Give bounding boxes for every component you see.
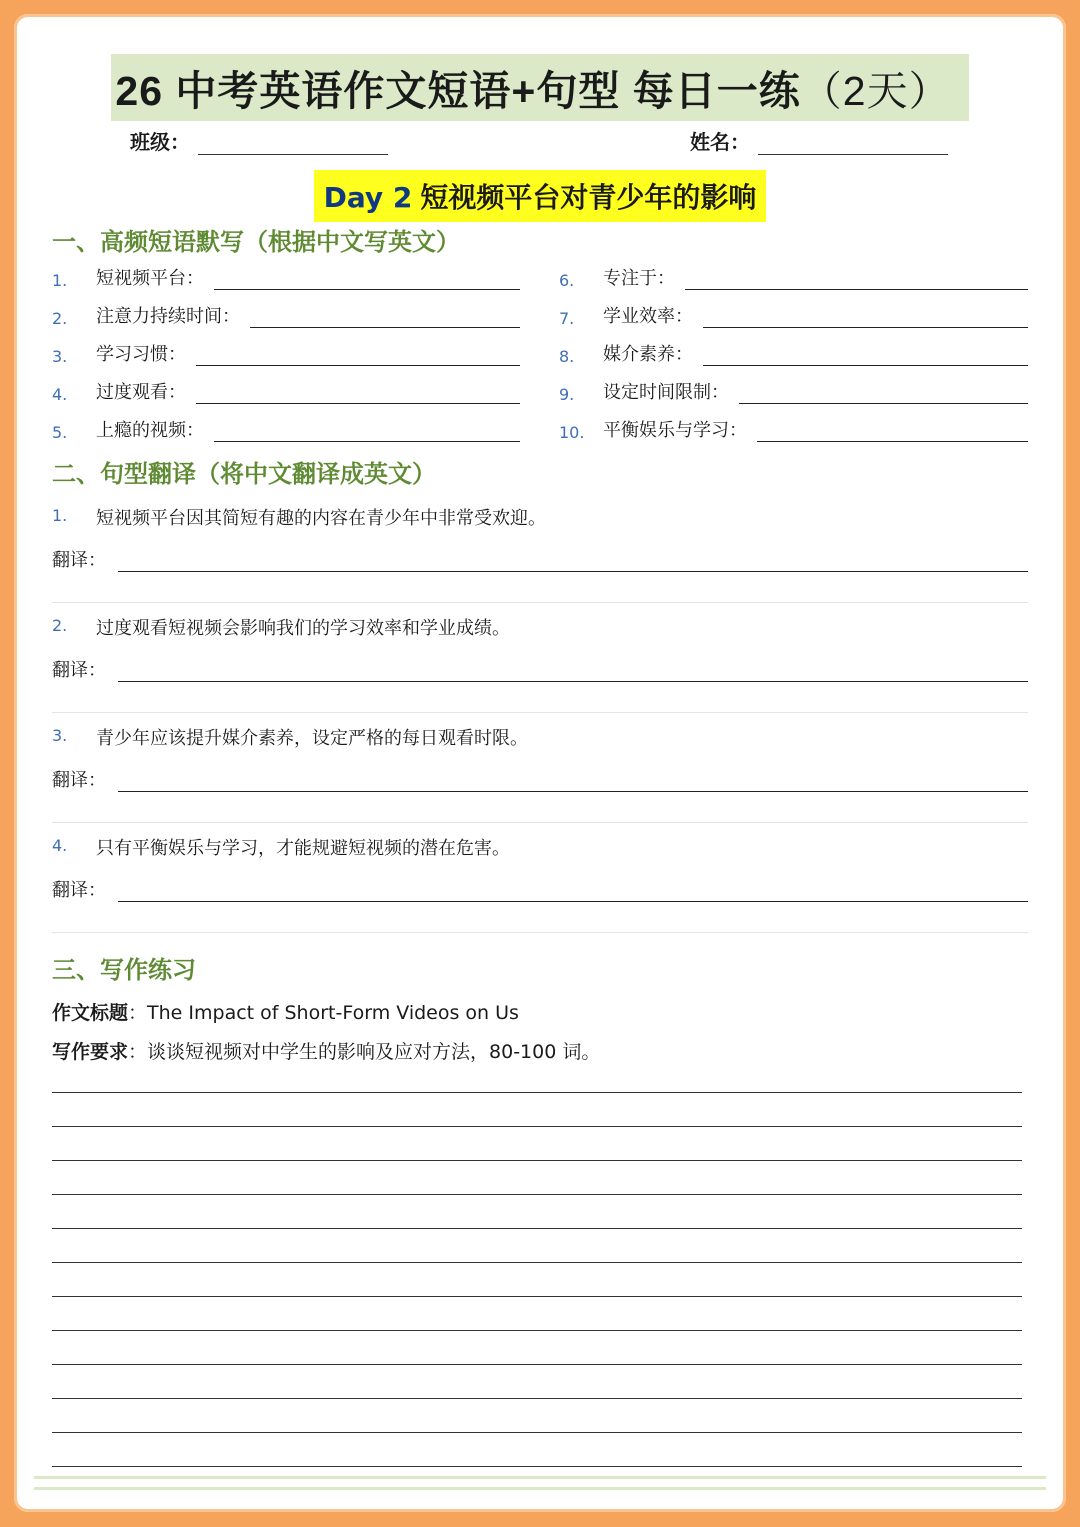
phrase-text: 上瘾的视频： <box>96 420 204 441</box>
writing-line[interactable] <box>52 1466 1022 1467</box>
phrase-text: 媒介素养： <box>603 344 693 365</box>
phrase-item[interactable] <box>559 378 1028 404</box>
phrase-item[interactable] <box>559 416 1028 442</box>
day-number: Day 2 <box>323 181 413 214</box>
answer-label: 翻译： <box>52 770 106 791</box>
class-blank[interactable] <box>198 132 388 155</box>
question-text: 青少年应该提升媒介素养，设定严格的每日观看时限。 <box>96 728 528 749</box>
phrase-item[interactable] <box>52 264 520 290</box>
phrase-text: 专注于： <box>603 268 675 289</box>
essay-requirement <box>52 1037 600 1064</box>
day-topic: 短视频平台对青少年的影响 <box>420 181 757 214</box>
phrase-text: 过度观看： <box>96 382 186 403</box>
answer-line[interactable] <box>739 385 1028 404</box>
title-area <box>14 54 1066 121</box>
writing-line[interactable] <box>52 1296 1022 1297</box>
title-suffix: （2天） <box>800 68 951 114</box>
translation-question <box>52 614 1028 640</box>
section3-heading: 三、写作练习 <box>52 956 196 984</box>
bottom-border <box>34 1476 1046 1490</box>
answer-line[interactable] <box>196 347 520 366</box>
translation-question <box>52 724 1028 750</box>
question-text: 过度观看短视频会影响我们的学习效率和学业成绩。 <box>96 618 510 639</box>
phrase-number: 1. <box>52 271 68 290</box>
essay-req-label: 写作要求 <box>52 1041 129 1063</box>
question-text: 短视频平台因其简短有趣的内容在青少年中非常受欢迎。 <box>96 508 546 529</box>
answer-label: 翻译： <box>52 880 106 901</box>
answer-line[interactable] <box>118 553 1028 572</box>
question-text: 只有平衡娱乐与学习，才能规避短视频的潜在危害。 <box>96 838 510 859</box>
translation-item <box>52 504 1028 603</box>
question-number: 1. <box>52 506 68 525</box>
phrase-text: 学习习惯： <box>96 344 186 365</box>
phrase-number: 10. <box>559 423 585 442</box>
answer-line[interactable] <box>118 663 1028 682</box>
writing-line[interactable] <box>52 1432 1022 1433</box>
divider <box>52 932 1028 933</box>
answer-line[interactable] <box>703 347 1028 366</box>
phrase-number: 9. <box>559 385 575 404</box>
phrase-text: 平衡娱乐与学习： <box>603 420 747 441</box>
writing-line[interactable] <box>52 1364 1022 1365</box>
answer-line[interactable] <box>214 271 520 290</box>
phrase-number: 5. <box>52 423 68 442</box>
answer-label: 翻译： <box>52 660 106 681</box>
essay-req-value: ：谈谈短视频对中学生的影响及应对方法，80-100 词。 <box>128 1041 601 1063</box>
phrase-text: 短视频平台： <box>96 268 204 289</box>
name-field[interactable] <box>690 126 948 155</box>
writing-line[interactable] <box>52 1092 1022 1093</box>
title-main: 26 中考英语作文短语+句型 每日一练 <box>115 68 801 114</box>
phrase-number: 6. <box>559 271 575 290</box>
writing-line[interactable] <box>52 1398 1022 1399</box>
writing-line[interactable] <box>52 1330 1022 1331</box>
divider <box>52 602 1028 603</box>
answer-line[interactable] <box>703 309 1028 328</box>
essay-title <box>52 998 519 1025</box>
phrase-item[interactable] <box>559 302 1028 328</box>
phrase-item[interactable] <box>52 340 520 366</box>
answer-line[interactable] <box>685 271 1028 290</box>
divider <box>52 712 1028 713</box>
answer-line[interactable] <box>196 385 520 404</box>
writing-line[interactable] <box>52 1194 1022 1195</box>
translation-item <box>52 834 1028 933</box>
question-number: 4. <box>52 836 68 855</box>
section2-heading: 二、句型翻译（将中文翻译成英文） <box>52 460 436 488</box>
phrase-item[interactable] <box>52 378 520 404</box>
writing-line[interactable] <box>52 1228 1022 1229</box>
divider <box>52 822 1028 823</box>
answer-line[interactable] <box>118 883 1028 902</box>
answer-line[interactable] <box>250 309 520 328</box>
answer-line[interactable] <box>214 423 520 442</box>
page-title <box>111 54 968 121</box>
writing-line[interactable] <box>52 1160 1022 1161</box>
phrase-item[interactable] <box>559 340 1028 366</box>
answer-line[interactable] <box>118 773 1028 792</box>
phrase-number: 2. <box>52 309 68 328</box>
answer-line[interactable] <box>757 423 1028 442</box>
translation-answer[interactable] <box>52 546 1028 572</box>
phrase-text: 设定时间限制： <box>603 382 729 403</box>
translation-answer[interactable] <box>52 656 1028 682</box>
question-number: 3. <box>52 726 68 745</box>
translation-answer[interactable] <box>52 876 1028 902</box>
translation-item <box>52 614 1028 713</box>
name-blank[interactable] <box>758 132 948 155</box>
phrase-number: 3. <box>52 347 68 366</box>
answer-label: 翻译： <box>52 550 106 571</box>
essay-title-value: ：The Impact of Short-Form Videos on Us <box>128 1002 519 1024</box>
phrase-item[interactable] <box>52 416 520 442</box>
day-heading <box>314 170 767 222</box>
phrase-number: 8. <box>559 347 575 366</box>
writing-line[interactable] <box>52 1126 1022 1127</box>
day-banner <box>14 170 1066 222</box>
name-label: 姓名： <box>690 130 750 154</box>
phrase-number: 7. <box>559 309 575 328</box>
class-label: 班级： <box>130 130 190 154</box>
translation-answer[interactable] <box>52 766 1028 792</box>
question-number: 2. <box>52 616 68 635</box>
worksheet-page <box>14 14 1066 1512</box>
phrase-number: 4. <box>52 385 68 404</box>
translation-question <box>52 504 1028 530</box>
translation-question <box>52 834 1028 860</box>
class-field[interactable] <box>130 126 388 155</box>
phrase-text: 学业效率： <box>603 306 693 327</box>
writing-line[interactable] <box>52 1262 1022 1263</box>
phrase-item[interactable] <box>559 264 1028 290</box>
section1-heading: 一、高频短语默写（根据中文写英文） <box>52 228 460 256</box>
phrase-item[interactable] <box>52 302 520 328</box>
essay-title-label: 作文标题 <box>52 1002 129 1024</box>
translation-item <box>52 724 1028 823</box>
phrase-text: 注意力持续时间： <box>96 306 240 327</box>
